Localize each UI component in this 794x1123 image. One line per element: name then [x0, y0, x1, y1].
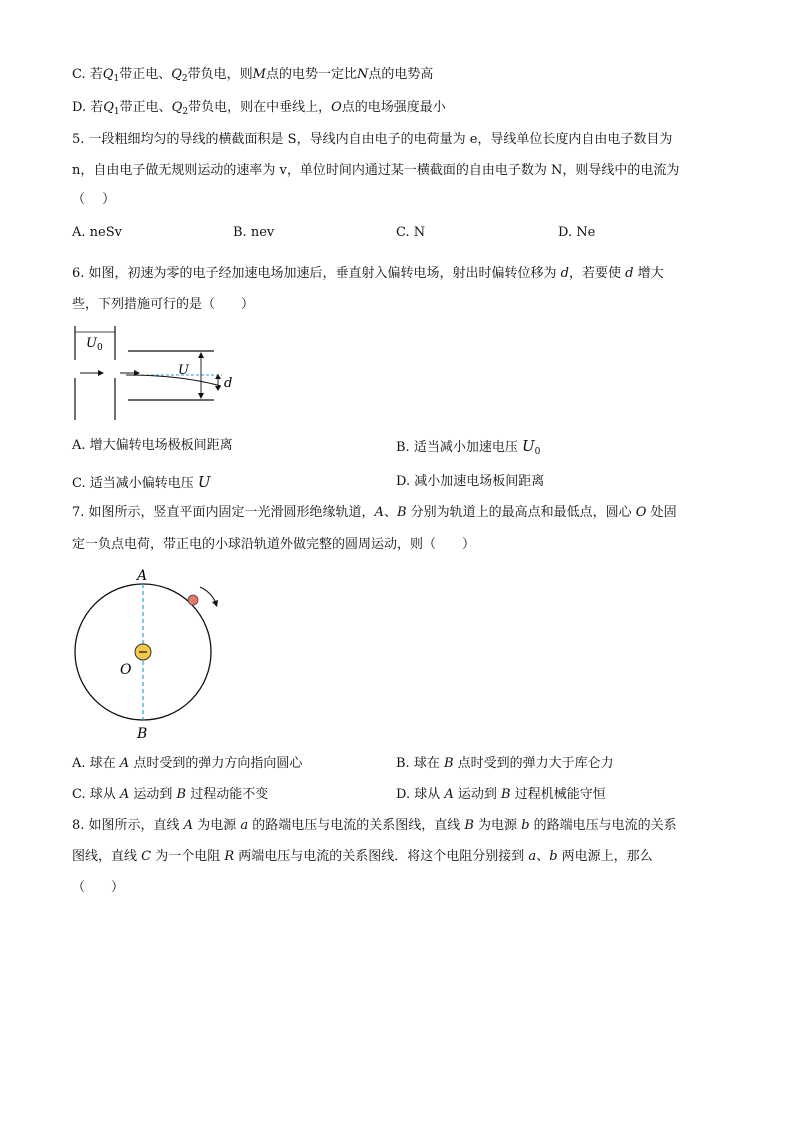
q5-option-c: C. N: [396, 225, 426, 240]
q4-option-d: D. 若$Q_1$带正电、$Q_2$带负电，则在中垂线上，O点的电场强度最小: [72, 100, 446, 117]
q5-option-b: B. nev: [233, 225, 275, 240]
q7-option-d: D. 球从 A 运动到 B 过程机械能守恒: [396, 787, 606, 802]
q5-option-d: D. Ne: [558, 225, 596, 240]
d-arrowhead-down: [215, 386, 221, 391]
q7-option-a: A. 球在 A 点时受到的弹力方向指向圆心: [72, 756, 303, 771]
q7-stem-line2: 定一负点电荷，带正电的小球沿轨道外做完整的圆周运动，则（ ）: [72, 537, 476, 552]
charged-ball: [188, 595, 198, 605]
q5-stem-line1: 5. 一段粗细均匀的导线的横截面积是 S，导线内自由电子的电荷量为 e，导线单位长度内自由电子数目为: [72, 132, 673, 147]
q4-option-c: C. 若$Q_1$带正电、$Q_2$带负电，则M点的电势一定比N点的电势高: [72, 67, 434, 84]
electron-trajectory: [126, 375, 221, 386]
point-b-label: B: [137, 726, 148, 742]
q5-paren: （ ）: [72, 192, 116, 207]
q8-paren: （ ）: [72, 880, 125, 895]
q8-stem-line2: 图线，直线 C 为一个电阻 R 两端电压与电流的关系图线．将这个电阻分别接到 a、b 两电源上，那么: [72, 849, 653, 864]
q6-option-d: D. 减小加速电场板间距离: [396, 474, 545, 489]
motion-arrow: [200, 587, 216, 603]
motion-arrowhead: [212, 600, 218, 607]
q6-stem-line2: 些，下列措施可行的是（ ）: [72, 297, 255, 312]
q8-stem-line1: 8. 如图所示，直线 A 为电源 a 的路端电压与电流的关系图线，直线 B 为电源 b 的路端电压与电流的关系: [72, 818, 677, 833]
q7-option-c: C. 球从 A 运动到 B 过程动能不变: [72, 787, 269, 802]
point-a-label: A: [137, 568, 148, 584]
q6-stem-line1: 6. 如图，初速为零的电子经加速电场加速后，垂直射入偏转电场，射出时偏转位移为 d，若要使 d 增大: [72, 266, 664, 281]
q6-option-b: B. 适当减小加速电压 $U_0$: [396, 437, 541, 457]
u0-label: $U_0$: [86, 336, 103, 353]
q6-deflection-figure: [66, 320, 246, 426]
u-arrowhead-down: [198, 393, 204, 399]
q7-option-b: B. 球在 B 点时受到的弹力大于库仑力: [396, 756, 614, 771]
q6-option-a: A. 增大偏转电场极板间距离: [72, 438, 233, 453]
q5-stem-line2: n，自由电子做无规则运动的速率为 v，单位时间内通过某一横截面的自由电子数为 N，则导线中的电流为: [72, 163, 680, 178]
u-label: U: [178, 363, 189, 378]
d-label: d: [224, 376, 233, 391]
q7-stem-line1: 7. 如图所示，竖直平面内固定一光滑圆形绝缘轨道，A、B 分别为轨道上的最高点和最低点，圆心 O 处固: [72, 505, 677, 520]
q6-option-c: C. 适当减小偏转电压 U: [72, 473, 211, 491]
u-arrowhead-up: [198, 352, 204, 358]
d-arrowhead-up: [215, 374, 221, 379]
electron-arrowhead-in: [98, 370, 104, 376]
center-o-label: O: [120, 662, 132, 678]
q7-circle-figure: [66, 562, 226, 744]
q5-option-a: A. neSv: [72, 225, 122, 240]
